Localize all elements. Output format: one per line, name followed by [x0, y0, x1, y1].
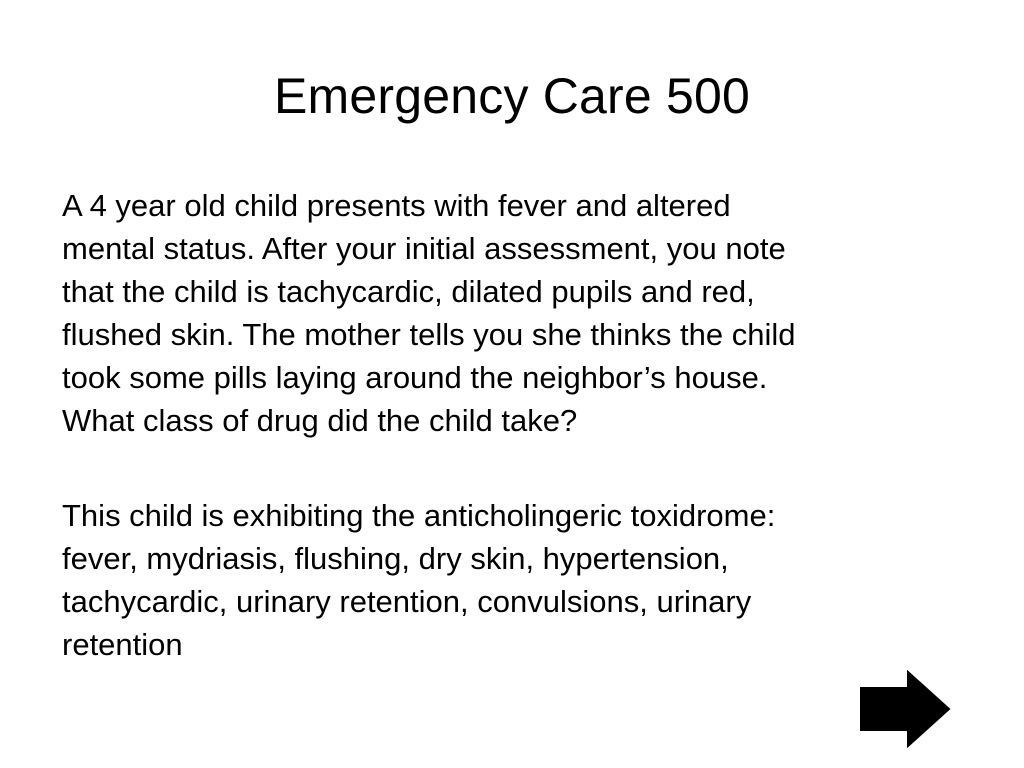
arrow-right-icon	[858, 670, 952, 748]
slide-title: Emergency Care 500	[273, 68, 751, 124]
next-slide-button[interactable]	[858, 670, 952, 748]
answer-text: This child is exhibiting the anticholingeric toxidrome: fever, mydriasis, flushing, dry skin, hypertension, tachycardic, urinary retention, convulsions, urinary retention	[62, 498, 776, 662]
question-text: A 4 year old child presents with fever and altered mental status. After your initial assessment, you note that the child is tachycardic, dilated pupils and red, flushed skin. The mother tells you she thinks the child took some pills laying around the neighbor’s house. What class of drug did the child take?	[62, 188, 796, 438]
